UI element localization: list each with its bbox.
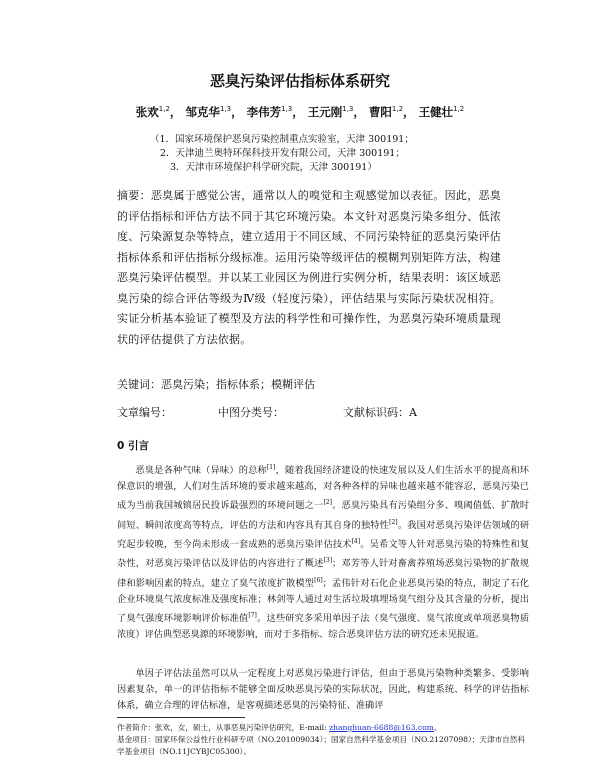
citation-mark: [4]: [351, 538, 361, 545]
affiliation-line: （1．国家环境保护恶臭污染控制重点实验室，天津 300191；: [150, 134, 414, 145]
section-heading: 0 引言: [117, 440, 149, 452]
paragraph-text: [117, 460, 529, 643]
author-name: 李伟芳: [246, 105, 282, 119]
citation-mark: [2]: [323, 499, 332, 507]
author-list: 张欢$^{1,2}$， 邹克华$^{1,3}$， 李伟芳$^{1,3}$， 王元刚$^{1,3}$， 曹阳$^{1,2}$， 王健壮$^{1,2}$: [135, 105, 465, 119]
footnote-rule: [117, 717, 245, 718]
author-intro-text: 作者简介：张欢，女，硕士，从事恶臭污染评估研究，E-mail:: [117, 723, 330, 732]
funding-info: 基金项目：国家环保公益性行业科研专项（NO.201009034）；国家自然科学基金项目（NO.21207098）；天津市自然科学基金项目（NO.11JCYBJC05300）。: [117, 735, 525, 756]
clc-number-label: 中图分类号：: [218, 406, 284, 419]
author-affiliation-mark: 1,3: [281, 105, 293, 114]
body-paragraph-1: [117, 460, 529, 643]
citation-mark: [6]: [314, 576, 323, 584]
paragraph-segment: 。恶臭污染具有污染组分多、嗅阈值低、扩散时间短、瞬间浓度高等特点，评估的方法和内容具有其自身的独特性: [117, 500, 530, 531]
affiliations: [150, 133, 470, 175]
author-name: 邹克华: [185, 105, 220, 119]
author-affiliation-mark: 1,3: [342, 105, 354, 114]
paragraph-segment: ，随着我国经济建设的快速发展以及人们生活水平的提高和环保意识的增强，人们对生活环境的要求越来越高，对各种各样的异味也越来越不能容忍，恶臭污染已成为当前我国城镇居民投诉最强烈的环境问题之一: [117, 465, 529, 512]
paragraph-segment: ；邓芳等人针对畜禽养殖场恶臭污染物的扩散规律和影响因素的特点，建立了臭气浓度扩散模型: [117, 558, 530, 589]
citation-mark: [3]: [323, 557, 333, 565]
paragraph-segment: 恶臭是各种气味（异味）的总称: [135, 465, 267, 477]
author-name: 王健壮: [418, 105, 454, 119]
affiliation-line: 3．天津市环境保护科学研究院，天津 300191）: [170, 162, 377, 173]
author-affiliation-mark: 1,3: [219, 105, 232, 114]
paragraph-text: 单因子评估法虽然可以从一定程度上对恶臭污染进行评估，但由于恶臭污染物种类繁多、受影响因素复杂，单一的评估指标不能够全面反映恶臭污染的实际状况，因此，构建系统、科学的评估指标体系，确立合理的评估标准，是客观描述恶臭的污染特征、准确评: [117, 668, 529, 712]
body-paragraph-2: [117, 666, 529, 715]
author-name: 张欢: [135, 105, 159, 119]
document-code-label: 文献标识码：A: [343, 406, 417, 419]
author-affiliation-mark: 1,2: [453, 105, 465, 114]
citation-mark: [7]: [248, 612, 257, 619]
author-intro-tail: 。: [433, 723, 442, 732]
affiliation-line: 2．天津迪兰奥特环保科技开发有限公司，天津 300191；: [160, 148, 405, 159]
keywords: 关键词：恶臭污染；指标体系；模糊评估: [117, 378, 315, 391]
paragraph-segment: ；孟伟针对石化企业恶臭污染的特点，制定了石化企业环境臭气浓度标准及强度标准；林剑等人通过对生活垃圾填埋场臭气组分及其含量的分析，提出了臭气强度环境影响评价标准值: [117, 577, 529, 625]
paragraph-segment: 。这些研究多采用单因子法（臭气强度、臭气浓度或单项恶臭物质浓度）评估典型恶臭源的环境影响，而对于多指标、综合恶臭评估方法的研究还未见报道。: [117, 613, 530, 641]
article-number-label: 文章编号：: [117, 406, 172, 419]
author-affiliation-mark: 1,2: [391, 105, 404, 114]
email-link[interactable]: zhanghuan-6688@163.com: [329, 723, 434, 732]
paper-title: 恶臭污染评估指标体系研究: [209, 72, 390, 90]
paragraph-segment: 。吴希文等人针对恶臭污染的特殊性和复杂性，对恶臭污染评估以及评估的内容进行了概述: [117, 539, 530, 570]
author-name: 曹阳: [368, 105, 392, 119]
paragraph-segment: 。我国对恶臭污染评估领域的研究起步较晚，至今尚未形成一套成熟的恶臭污染评估技术: [117, 519, 530, 551]
author-affiliation-mark: 1,2: [158, 105, 170, 114]
author-name: 王元刚: [307, 105, 343, 119]
footnote: [117, 722, 529, 758]
citation-mark: [2]: [389, 518, 398, 526]
author-intro: [117, 722, 529, 734]
abstract: 摘要：恶臭属于感觉公害，通常以人的嗅觉和主观感觉加以表征。因此，恶臭的评估指标和评估方法不同于其它环境污染。本文针对恶臭污染多组分、低浓度、污染源复杂等特点，建立适用于不同区域、不同污染特征的恶臭污染评估指标体系和评估指标分级标准。运用污染等级评估的模糊判别矩阵方法，构建恶臭污染评估模型。并以某工业园区为例进行实例分析，结果表明：该区域恶臭污染的综合评估等级为Ⅳ级（轻度污染），评估结果与实际污染状况相符。实证分析基本验证了模型及方法的科学性和可操作性，为恶臭污染环境质量现状的评估提供了方法依据。: [117, 189, 501, 346]
citation-mark: [1]: [266, 464, 276, 471]
